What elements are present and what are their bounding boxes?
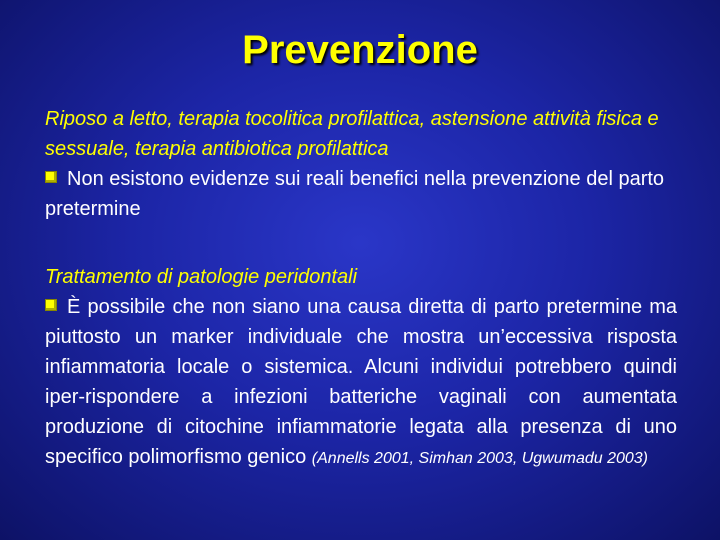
section-2-bullet-text: È possibile che non siano una causa diretta di parto pretermine ma piuttosto un marker individuale che mostra un’eccessiva risposta infiammatoria locale o sistemica. Alcuni individui potrebbero quindi iper-rispondere a infezioni batteriche vaginali con aumentata produzione di citochine infiammatorie legata alla presenza di uno specifico polimorfismo genico — [45, 296, 677, 468]
section-periodontal-treatment — [45, 262, 677, 474]
square-bullet-icon — [45, 171, 57, 183]
section-1-intro: Riposo a letto, terapia tocolitica profilattica, astensione attività fisica e sessuale, terapia antibiotica profilattica — [45, 108, 659, 160]
section-prevention-measures — [45, 104, 677, 224]
citation: (Annells 2001, Simhan 2003, Ugwumadu 2003) — [311, 450, 649, 467]
square-bullet-icon — [45, 299, 57, 311]
section-1-bullet-text: Non esistono evidenze sui reali benefici nella prevenzione del parto pretermine — [45, 168, 665, 220]
section-2-intro: Trattamento di patologie peridontali — [45, 266, 358, 288]
slide-title: Prevenzione — [242, 28, 478, 72]
